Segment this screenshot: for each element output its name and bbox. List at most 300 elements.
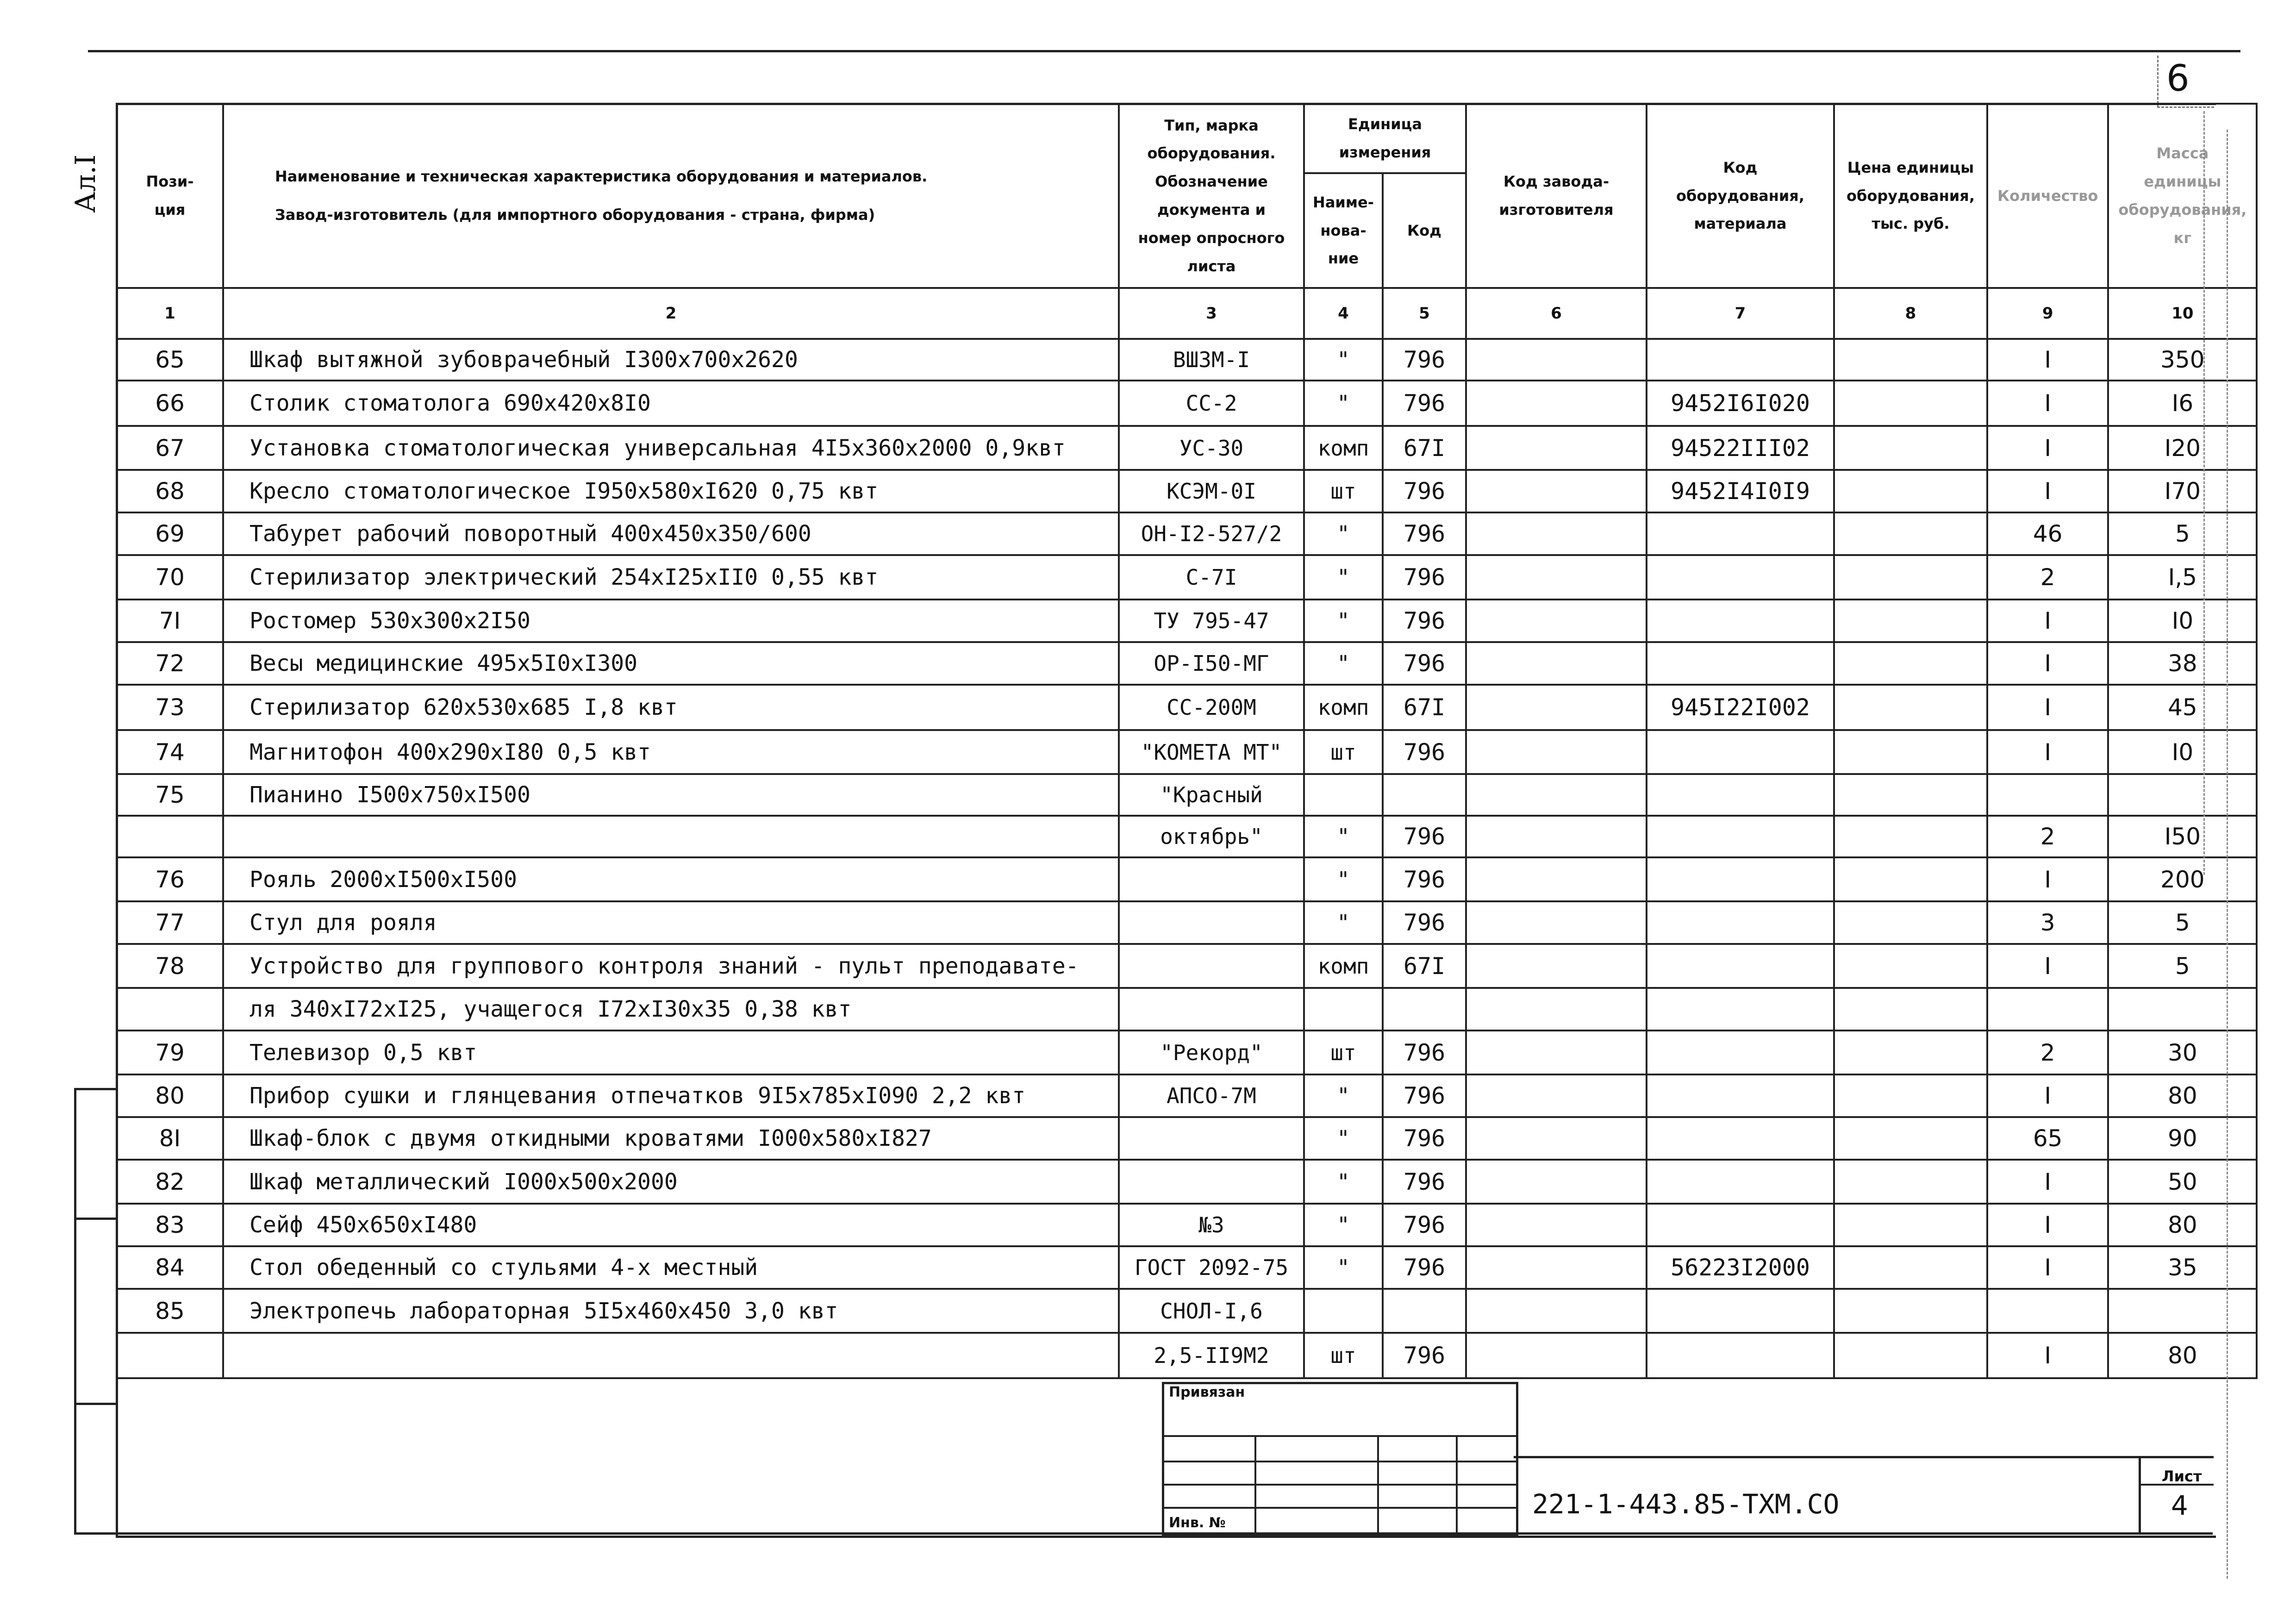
row-type: КСЭМ-0I [1119, 470, 1304, 512]
row-name: Весы медицинские 495x5I0xI300 [223, 642, 1119, 685]
table-row [117, 555, 2257, 600]
row-maker-code [1466, 988, 1647, 1031]
row-maker-code [1466, 1289, 1647, 1333]
row-mass: 30 [2108, 1031, 2257, 1074]
header-maker-code: Код завода-изготовителя [1466, 104, 1647, 288]
row-unit-code: 67I [1383, 685, 1466, 730]
row-unit: шт [1304, 1031, 1383, 1074]
row-qty: I [1987, 381, 2108, 426]
row-equip-code [1647, 944, 1834, 988]
row-position: 73 [117, 685, 223, 730]
row-maker-code [1466, 730, 1647, 774]
row-equip-code [1647, 857, 1834, 901]
row-type: ГОСТ 2092-75 [1119, 1246, 1304, 1289]
row-unit: шт [1304, 470, 1383, 512]
row-position: 79 [117, 1031, 223, 1074]
row-unit-code: 796 [1383, 1074, 1466, 1117]
row-unit: шт [1304, 730, 1383, 774]
row-unit-code: 796 [1383, 1204, 1466, 1246]
col-number: 3 [1119, 288, 1304, 339]
row-type: "Рекорд" [1119, 1031, 1304, 1074]
row-qty: 2 [1987, 1031, 2108, 1074]
row-unit-code: 796 [1383, 600, 1466, 642]
row-qty: I [1987, 1204, 2108, 1246]
row-maker-code [1466, 816, 1647, 857]
header-mass: Масса единицы оборудования, кг [2108, 104, 2257, 288]
row-unit: комп [1304, 685, 1383, 730]
row-name: Сейф 450x650xI480 [223, 1204, 1119, 1246]
row-price [1834, 600, 1987, 642]
row-mass: I,5 [2108, 555, 2257, 600]
row-maker-code [1466, 1246, 1647, 1289]
row-name: Шкаф металлический I000x500x2000 [223, 1160, 1119, 1204]
row-unit: " [1304, 816, 1383, 857]
row-equip-code [1647, 988, 1834, 1031]
row-maker-code [1466, 555, 1647, 600]
row-maker-code [1466, 426, 1647, 470]
title-block-rule [1514, 1456, 2214, 1458]
table-row [117, 381, 2257, 426]
row-unit-code: 796 [1383, 816, 1466, 857]
row-maker-code [1466, 1204, 1647, 1246]
table-row [117, 1204, 2257, 1246]
row-position: 76 [117, 857, 223, 901]
row-type: АПСО-7М [1119, 1074, 1304, 1117]
header-name-line2: Завод-изготовитель (для импортного оборудования - страна, фирма) [275, 206, 875, 224]
table-row [117, 774, 2257, 816]
table-row [117, 1160, 2257, 1204]
row-position: 65 [117, 339, 223, 381]
row-equip-code: 945I22I002 [1647, 685, 1834, 730]
header-type: Тип, марка оборудования. Обозначение документа и номер опросного листа [1119, 104, 1304, 288]
approval-stamp [1162, 1382, 1518, 1537]
row-mass: 80 [2108, 1204, 2257, 1246]
row-type: ВШЗМ-I [1119, 339, 1304, 381]
row-qty: 3 [1987, 901, 2108, 944]
table-row [117, 600, 2257, 642]
row-mass: 80 [2108, 1333, 2257, 1378]
row-name: Стерилизатор 620x530x685 I,8 квт [223, 685, 1119, 730]
row-type: №3 [1119, 1204, 1304, 1246]
row-price [1834, 857, 1987, 901]
row-unit: " [1304, 901, 1383, 944]
row-maker-code [1466, 774, 1647, 816]
row-maker-code [1466, 1333, 1647, 1378]
row-equip-code: 9452I4I0I9 [1647, 470, 1834, 512]
row-price [1834, 470, 1987, 512]
row-maker-code [1466, 857, 1647, 901]
table-row [117, 426, 2257, 470]
row-type [1119, 944, 1304, 988]
row-position: 69 [117, 512, 223, 555]
row-position: 7I [117, 600, 223, 642]
row-maker-code [1466, 944, 1647, 988]
row-position: 72 [117, 642, 223, 685]
col-number: 4 [1304, 288, 1383, 339]
row-qty: 46 [1987, 512, 2108, 555]
row-qty: I [1987, 426, 2108, 470]
row-type: "КОМЕТА МТ" [1119, 730, 1304, 774]
row-mass: 90 [2108, 1117, 2257, 1160]
row-name: Ростомер 530x300x2I50 [223, 600, 1119, 642]
row-position: 83 [117, 1204, 223, 1246]
row-type: УС-30 [1119, 426, 1304, 470]
row-unit: " [1304, 512, 1383, 555]
row-unit: " [1304, 600, 1383, 642]
row-equip-code [1647, 901, 1834, 944]
row-equip-code [1647, 1333, 1834, 1378]
row-position: 77 [117, 901, 223, 944]
row-position [117, 816, 223, 857]
row-price [1834, 1289, 1987, 1333]
header-price: Цена единицы оборудования, тыс. руб. [1834, 104, 1987, 288]
row-qty [1987, 774, 2108, 816]
scan-edge-dash [2203, 111, 2205, 875]
row-price [1834, 901, 1987, 944]
row-name: Табурет рабочий поворотный 400x450x350/600 [223, 512, 1119, 555]
row-qty: I [1987, 470, 2108, 512]
row-mass [2108, 774, 2257, 816]
table-row [117, 1031, 2257, 1074]
row-qty: I [1987, 339, 2108, 381]
row-price [1834, 774, 1987, 816]
row-unit-code: 796 [1383, 857, 1466, 901]
row-price [1834, 1204, 1987, 1246]
col-number: 2 [223, 288, 1119, 339]
row-qty: I [1987, 1074, 2108, 1117]
table-row [117, 816, 2257, 857]
row-position: 68 [117, 470, 223, 512]
row-maker-code [1466, 1074, 1647, 1117]
row-name: Столик стоматолога 690x420x8I0 [223, 381, 1119, 426]
row-type: 2,5-II9М2 [1119, 1333, 1304, 1378]
row-position [117, 988, 223, 1031]
header-name-line1: Наименование и техническая характеристика оборудования и материалов. [275, 167, 928, 185]
row-unit-code [1383, 774, 1466, 816]
row-unit: " [1304, 381, 1383, 426]
row-maker-code [1466, 512, 1647, 555]
row-name: Магнитофон 400x290xI80 0,5 квт [223, 730, 1119, 774]
row-unit-code [1383, 988, 1466, 1031]
row-type: ОР-I50-МГ [1119, 642, 1304, 685]
row-position: 66 [117, 381, 223, 426]
corner-page-number: 6 [2166, 58, 2190, 100]
row-mass: 5 [2108, 901, 2257, 944]
row-name: Стул для рояля [223, 901, 1119, 944]
row-price [1834, 381, 1987, 426]
row-unit: " [1304, 1204, 1383, 1246]
row-qty: I [1987, 1160, 2108, 1204]
table-row [117, 901, 2257, 944]
row-qty: 2 [1987, 555, 2108, 600]
row-mass [2108, 988, 2257, 1031]
row-equip-code [1647, 512, 1834, 555]
row-unit: " [1304, 857, 1383, 901]
row-unit-code: 796 [1383, 339, 1466, 381]
row-equip-code [1647, 1074, 1834, 1117]
row-qty: I [1987, 685, 2108, 730]
row-unit-code: 796 [1383, 1333, 1466, 1378]
row-maker-code [1466, 1031, 1647, 1074]
row-name: Прибор сушки и глянцевания отпечатков 9I5x785xI090 2,2 квт [223, 1074, 1119, 1117]
row-name: Пианино I500x750xI500 [223, 774, 1119, 816]
row-unit [1304, 988, 1383, 1031]
row-qty: I [1987, 1246, 2108, 1289]
row-equip-code [1647, 730, 1834, 774]
row-unit: шт [1304, 1333, 1383, 1378]
row-mass: 5 [2108, 512, 2257, 555]
table-row [117, 944, 2257, 988]
row-maker-code [1466, 381, 1647, 426]
row-type: октябрь" [1119, 816, 1304, 857]
header-unit: Единица измерения [1304, 104, 1466, 173]
row-unit: " [1304, 1160, 1383, 1204]
equipment-table [116, 103, 2258, 1379]
row-position [117, 1333, 223, 1378]
row-name: Установка стоматологическая универсальная 4I5x360x2000 0,9квт [223, 426, 1119, 470]
row-price [1834, 555, 1987, 600]
row-unit-code: 67I [1383, 426, 1466, 470]
row-position: 75 [117, 774, 223, 816]
row-price [1834, 1074, 1987, 1117]
row-price [1834, 339, 1987, 381]
row-unit-code: 796 [1383, 555, 1466, 600]
row-name: ля 340xI72xI25, учащегося I72xI30x35 0,38 квт [223, 988, 1119, 1031]
row-unit-code [1383, 1289, 1466, 1333]
row-equip-code [1647, 774, 1834, 816]
table-row [117, 730, 2257, 774]
row-unit-code: 796 [1383, 381, 1466, 426]
row-price [1834, 426, 1987, 470]
row-equip-code [1647, 642, 1834, 685]
row-qty: I [1987, 642, 2108, 685]
row-maker-code [1466, 1117, 1647, 1160]
table-row [117, 685, 2257, 730]
row-unit: комп [1304, 944, 1383, 988]
row-unit: " [1304, 339, 1383, 381]
column-numbers-row [117, 288, 2257, 339]
row-name: Телевизор 0,5 квт [223, 1031, 1119, 1074]
row-type: ОН-I2-527/2 [1119, 512, 1304, 555]
row-position: 70 [117, 555, 223, 600]
row-mass: I50 [2108, 816, 2257, 857]
row-equip-code [1647, 816, 1834, 857]
row-name: Шкаф вытяжной зубоврачебный I300x700x2620 [223, 339, 1119, 381]
col-number: 6 [1466, 288, 1647, 339]
header-unit-name: Наиме-нова-ние [1304, 173, 1383, 288]
row-name: Стол обеденный со стульями 4-х местный [223, 1246, 1119, 1289]
row-mass: 35 [2108, 1246, 2257, 1289]
row-equip-code: 9452I6I020 [1647, 381, 1834, 426]
header-unit-code: Код [1383, 173, 1466, 288]
row-unit-code: 796 [1383, 1031, 1466, 1074]
row-mass: 5 [2108, 944, 2257, 988]
row-maker-code [1466, 685, 1647, 730]
row-price [1834, 1160, 1987, 1204]
table-row [117, 470, 2257, 512]
row-mass: I0 [2108, 730, 2257, 774]
row-maker-code [1466, 339, 1647, 381]
table-row [117, 1074, 2257, 1117]
row-name: Рояль 2000xI500xI500 [223, 857, 1119, 901]
row-name: Электропечь лабораторная 5I5x460x450 3,0 квт [223, 1289, 1119, 1333]
row-maker-code [1466, 901, 1647, 944]
row-type: СС-200М [1119, 685, 1304, 730]
table-row [117, 988, 2257, 1031]
row-maker-code [1466, 1160, 1647, 1204]
row-qty: I [1987, 600, 2108, 642]
row-equip-code [1647, 600, 1834, 642]
row-mass: 45 [2108, 685, 2257, 730]
left-margin-strip [74, 1088, 118, 1532]
row-qty: I [1987, 730, 2108, 774]
row-equip-code: 94522III02 [1647, 426, 1834, 470]
row-price [1834, 944, 1987, 988]
row-equip-code [1647, 339, 1834, 381]
row-mass [2108, 1289, 2257, 1333]
row-price [1834, 1117, 1987, 1160]
stamp-bound-label: Привязан [1169, 1384, 1245, 1400]
header-name [223, 104, 1119, 288]
row-type: "Красный [1119, 774, 1304, 816]
row-qty: I [1987, 1333, 2108, 1378]
row-mass: I0 [2108, 600, 2257, 642]
row-type [1119, 988, 1304, 1031]
row-unit-code: 796 [1383, 642, 1466, 685]
row-maker-code [1466, 600, 1647, 642]
row-unit: " [1304, 1117, 1383, 1160]
row-position: 84 [117, 1246, 223, 1289]
row-name: Стерилизатор электрический 254xI25xII0 0,55 квт [223, 555, 1119, 600]
row-qty [1987, 988, 2108, 1031]
row-mass: 200 [2108, 857, 2257, 901]
row-price [1834, 642, 1987, 685]
document-number: 221-1-443.85-ТХМ.СО [1532, 1488, 1840, 1520]
row-unit-code: 67I [1383, 944, 1466, 988]
table-row [117, 339, 2257, 381]
row-price [1834, 685, 1987, 730]
row-unit-code: 796 [1383, 1117, 1466, 1160]
row-type: СНОЛ-I,6 [1119, 1289, 1304, 1333]
row-qty: I [1987, 857, 2108, 901]
row-price [1834, 512, 1987, 555]
row-position: 78 [117, 944, 223, 988]
row-name [223, 1333, 1119, 1378]
row-price [1834, 988, 1987, 1031]
table-row [117, 642, 2257, 685]
header-equip-code: Код оборудования, материала [1647, 104, 1834, 288]
row-price [1834, 1031, 1987, 1074]
row-maker-code [1466, 470, 1647, 512]
row-equip-code [1647, 1160, 1834, 1204]
row-equip-code [1647, 1204, 1834, 1246]
row-unit-code: 796 [1383, 1160, 1466, 1204]
row-name: Устройство для группового контроля знаний - пульт преподавате- [223, 944, 1119, 988]
row-price [1834, 816, 1987, 857]
row-unit-code: 796 [1383, 730, 1466, 774]
row-unit-code: 796 [1383, 512, 1466, 555]
sheet-box-divider [2139, 1456, 2141, 1532]
row-mass: I6 [2108, 381, 2257, 426]
row-unit [1304, 1289, 1383, 1333]
col-number: 1 [117, 288, 223, 339]
row-mass: 80 [2108, 1074, 2257, 1117]
row-unit-code: 796 [1383, 470, 1466, 512]
header-qty: Количество [1987, 104, 2108, 288]
row-type [1119, 1160, 1304, 1204]
header-position: Пози- ция [117, 104, 223, 288]
col-number: 9 [1987, 288, 2108, 339]
top-rule [88, 50, 2240, 52]
row-unit-code: 796 [1383, 1246, 1466, 1289]
row-type [1119, 1117, 1304, 1160]
row-qty: 2 [1987, 816, 2108, 857]
row-equip-code [1647, 1289, 1834, 1333]
row-mass: 350 [2108, 339, 2257, 381]
row-qty: I [1987, 944, 2108, 988]
row-position: 74 [117, 730, 223, 774]
row-qty [1987, 1289, 2108, 1333]
row-equip-code [1647, 1031, 1834, 1074]
row-price [1834, 730, 1987, 774]
row-equip-code: 56223I2000 [1647, 1246, 1834, 1289]
col-number: 10 [2108, 288, 2257, 339]
table-row [117, 1333, 2257, 1378]
row-unit: " [1304, 1074, 1383, 1117]
row-position: 82 [117, 1160, 223, 1204]
row-unit: " [1304, 555, 1383, 600]
col-number: 8 [1834, 288, 1987, 339]
sheet-number: 4 [2171, 1490, 2188, 1521]
row-mass: I70 [2108, 470, 2257, 512]
row-position: 85 [117, 1289, 223, 1333]
col-number: 7 [1647, 288, 1834, 339]
row-position: 8I [117, 1117, 223, 1160]
row-type: СС-2 [1119, 381, 1304, 426]
row-type [1119, 901, 1304, 944]
table-row [117, 857, 2257, 901]
row-position: 67 [117, 426, 223, 470]
scan-edge-dash [2227, 130, 2228, 1579]
col-number: 5 [1383, 288, 1466, 339]
row-qty: 65 [1987, 1117, 2108, 1160]
row-unit: " [1304, 1246, 1383, 1289]
row-mass: I20 [2108, 426, 2257, 470]
row-type: С-7I [1119, 555, 1304, 600]
table-row [117, 512, 2257, 555]
row-mass: 38 [2108, 642, 2257, 685]
table-row [117, 1117, 2257, 1160]
bottom-rule [74, 1532, 2213, 1535]
row-price [1834, 1333, 1987, 1378]
row-unit-code: 796 [1383, 901, 1466, 944]
table-row [117, 1246, 2257, 1289]
row-unit [1304, 774, 1383, 816]
row-equip-code [1647, 1117, 1834, 1160]
row-mass: 50 [2108, 1160, 2257, 1204]
row-position: 80 [117, 1074, 223, 1117]
stamp-inventory-label: Инв. № [1169, 1515, 1226, 1531]
row-type [1119, 857, 1304, 901]
row-unit: " [1304, 642, 1383, 685]
row-name [223, 816, 1119, 857]
row-name: Кресло стоматологическое I950x580xI620 0,75 квт [223, 470, 1119, 512]
sheet-label: Лист [2162, 1468, 2202, 1485]
table-row [117, 1289, 2257, 1333]
row-unit: комп [1304, 426, 1383, 470]
side-label: Ал.I [69, 154, 102, 213]
row-equip-code [1647, 555, 1834, 600]
